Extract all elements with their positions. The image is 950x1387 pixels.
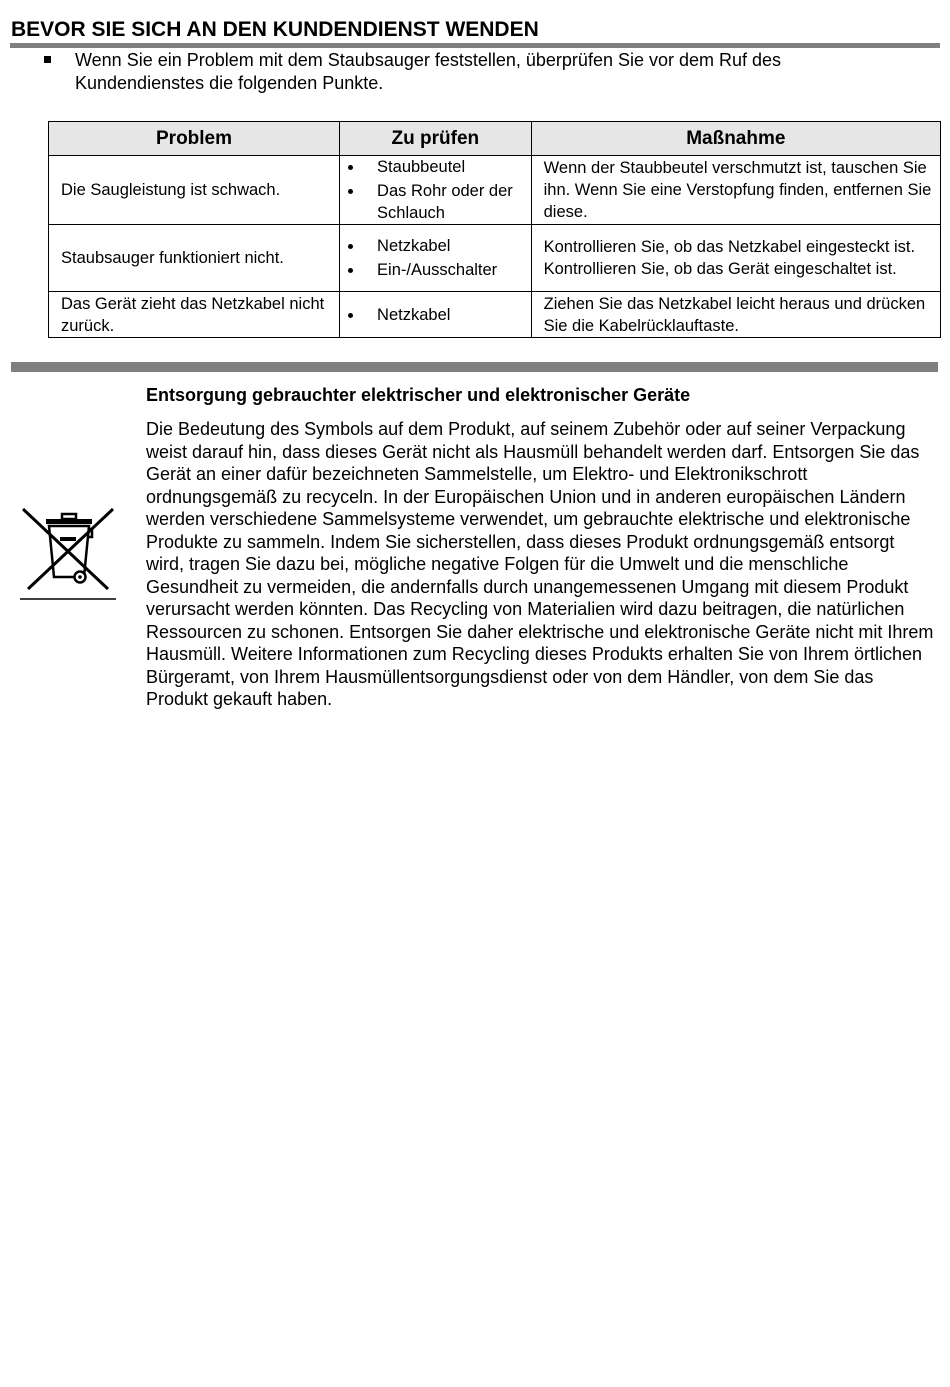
header-check: Zu prüfen	[340, 122, 532, 156]
table-header-row	[49, 122, 941, 156]
disposal-text: Die Bedeutung des Symbols auf dem Produkt, auf seinem Zubehör oder auf seiner Verpackung weist darauf hin, dass dieses Gerät nicht als Hausmüll behandelt werden darf. Entsorgen Sie das Gerät an einer dafür bezeichneten Sammelstelle, um Elektro- und Elektronikschrott ordnungsgemäß zu recyceln. In der Europäischen Union und in anderen europäischen Ländern werden verschiedene Sammelsysteme verwendet, um gebrauchte elektrische und elektronische Produkte zu sammeln. Indem Sie sicherstellen, dass dieses Produkt ordnungsgemäß entsorgt wird, tragen Sie dazu bei, mögliche negative Folgen für die Umwelt und die menschliche Gesundheit zu vermeiden, die andernfalls durch unangemessenen Umgang mit diesem Produkt verursacht werden könnten. Das Recycling von Materialien wird dazu beitragen, die natürlichen Ressourcen zu schonen. Entsorgen Sie daher elektrische und elektronische Geräte nicht mit Ihrem Hausmüll. Weitere Informationen zum Recycling dieses Produkts erhalten Sie von Ihrem örtlichen Bürgeramt, von Ihrem Hausmüllentsorgungsdienst oder von dem Händler, von dem Sie das Produkt gekauft haben.	[146, 419, 934, 709]
title-divider	[10, 43, 940, 48]
table-row	[49, 292, 941, 338]
check-cell	[340, 156, 532, 225]
check-item: Netzkabel	[348, 235, 527, 257]
problem-cell: Staubsauger funktioniert nicht.	[49, 225, 340, 292]
measure-cell: Kontrollieren Sie, ob das Netzkabel eingesteckt ist. Kontrollieren Sie, ob das Gerät eingeschaltet ist.	[531, 225, 940, 292]
check-list	[348, 156, 527, 224]
table-row	[49, 225, 941, 292]
troubleshooting-table	[48, 121, 941, 338]
measure-cell: Ziehen Sie das Netzkabel leicht heraus und drücken Sie die Kabelrücklauftaste.	[531, 292, 940, 338]
header-problem: Problem	[49, 122, 340, 156]
check-item: Das Rohr oder der Schlauch	[348, 180, 527, 224]
section-divider	[11, 362, 938, 372]
section-title: BEVOR SIE SICH AN DEN KUNDENDIENST WENDEN	[11, 18, 539, 41]
check-item: Staubbeutel	[348, 156, 527, 178]
measure-cell: Wenn der Staubbeutel verschmutzt ist, tauschen Sie ihn. Wenn Sie eine Verstopfung finden, entfernen Sie diese.	[531, 156, 940, 225]
check-cell	[340, 225, 532, 292]
intro-text: Wenn Sie ein Problem mit dem Staubsauger feststellen, überprüfen Sie vor dem Ruf des Kundendienstes die folgenden Punkte.	[75, 50, 782, 93]
problem-cell: Das Gerät zieht das Netzkabel nicht zurück.	[49, 292, 340, 338]
square-bullet-icon	[44, 56, 51, 63]
problem-cell: Die Saugleistung ist schwach.	[49, 156, 340, 225]
check-list	[348, 235, 527, 281]
check-item: Netzkabel	[348, 304, 527, 326]
crossed-out-wheelie-bin-icon	[18, 503, 118, 603]
check-item: Ein-/Ausschalter	[348, 259, 527, 281]
check-cell	[340, 292, 532, 338]
header-measure: Maßnahme	[531, 122, 940, 156]
table-row	[49, 156, 941, 225]
disposal-heading: Entsorgung gebrauchter elektrischer und elektronischer Geräte	[146, 385, 691, 405]
check-list	[348, 304, 527, 326]
